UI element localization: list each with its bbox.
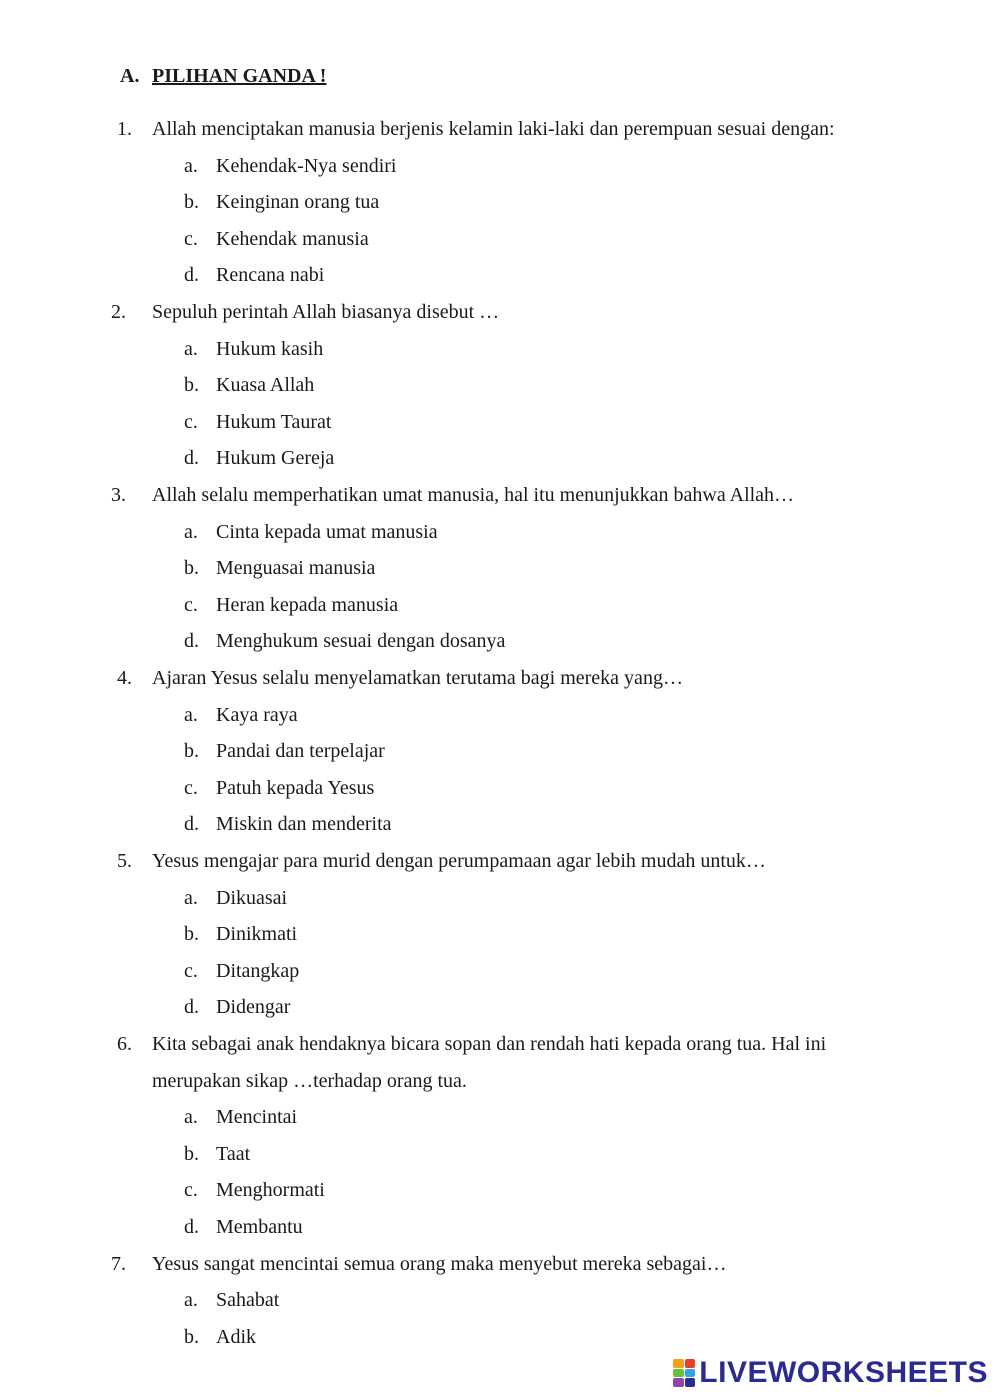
question-text: Kita sebagai anak hendaknya bicara sopan dan rendah hati kepada orang tua. Hal ini xyxy=(152,1033,827,1055)
question-number: 1. xyxy=(117,118,132,140)
option-text: Didengar xyxy=(216,996,291,1019)
section-heading xyxy=(120,64,326,88)
question-text: Allah menciptakan manusia berjenis kelamin laki-laki dan perempuan sesuai dengan: xyxy=(152,118,835,140)
option-letter: c. xyxy=(184,410,198,433)
question-number: 3. xyxy=(111,484,126,506)
option-text: Menghormati xyxy=(216,1179,325,1202)
option-letter: c. xyxy=(184,593,198,616)
option-letter: d. xyxy=(184,630,199,653)
section-title: PILIHAN GANDA ! xyxy=(152,65,327,87)
option-letter: a. xyxy=(184,703,198,726)
option-letter: a. xyxy=(184,886,198,909)
option-text: Miskin dan menderita xyxy=(216,813,392,836)
option-text: Dikuasai xyxy=(216,886,288,909)
option-text: Patuh kepada Yesus xyxy=(216,776,375,799)
option-text: Menghukum sesuai dengan dosanya xyxy=(216,630,506,653)
option-text: Kehendak manusia xyxy=(216,227,369,250)
option-letter: a. xyxy=(184,1106,198,1129)
option-text: Menguasai manusia xyxy=(216,557,376,580)
option-text: Kehendak-Nya sendiri xyxy=(216,154,397,177)
option-letter: b. xyxy=(184,191,199,214)
liveworksheets-logo-icon xyxy=(673,1359,695,1387)
option-text: Kuasa Allah xyxy=(216,374,315,397)
option-text: Heran kepada manusia xyxy=(216,593,399,616)
question-text: Allah selalu memperhatikan umat manusia, hal itu menunjukkan bahwa Allah… xyxy=(152,484,795,506)
option-letter: d. xyxy=(184,447,199,470)
option-letter: a. xyxy=(184,1289,198,1312)
option-letter: b. xyxy=(184,740,199,763)
question-text-line2: merupakan sikap …terhadap orang tua. xyxy=(152,1069,467,1092)
option-text: Ditangkap xyxy=(216,959,300,982)
option-text: Hukum Gereja xyxy=(216,447,335,470)
option-text: Sahabat xyxy=(216,1289,280,1312)
question-number: 6. xyxy=(117,1033,132,1055)
option-text: Membantu xyxy=(216,1216,303,1238)
option-letter: b. xyxy=(184,1325,199,1348)
logo-text: LIVEWORKSHEETS xyxy=(699,1356,988,1389)
option-text: Taat xyxy=(216,1142,251,1165)
option-text: Kaya raya xyxy=(216,703,298,726)
option-text: Hukum kasih xyxy=(216,337,324,360)
option-letter: c. xyxy=(184,959,198,982)
question-text: Yesus mengajar para murid dengan perumpamaan agar lebih mudah untuk… xyxy=(152,850,766,872)
option-letter: d. xyxy=(184,264,199,287)
option-text: Mencintai xyxy=(216,1106,298,1129)
option-letter: a. xyxy=(184,154,198,177)
option-text: Rencana nabi xyxy=(216,264,325,287)
question-text: Sepuluh perintah Allah biasanya disebut … xyxy=(152,301,500,323)
question-text: Yesus sangat mencintai semua orang maka menyebut mereka sebagai… xyxy=(152,1252,727,1275)
option-text: Pandai dan terpelajar xyxy=(216,740,385,763)
option-text: Cinta kepada umat manusia xyxy=(216,520,438,543)
option-letter: c. xyxy=(184,776,198,799)
option-letter: d. xyxy=(184,996,199,1019)
option-letter: c. xyxy=(184,227,198,250)
option-letter: c. xyxy=(184,1179,198,1202)
question-number: 5. xyxy=(117,850,132,872)
question-number: 2. xyxy=(111,301,126,323)
option-letter: b. xyxy=(184,1142,199,1165)
option-letter: d. xyxy=(184,1216,199,1238)
option-text: Keinginan orang tua xyxy=(216,191,380,214)
option-letter: b. xyxy=(184,374,199,397)
option-letter: b. xyxy=(184,923,199,946)
question-number: 4. xyxy=(117,667,132,689)
option-letter: d. xyxy=(184,813,199,836)
option-letter: b. xyxy=(184,557,199,580)
section-letter: A. xyxy=(120,65,140,87)
option-letter: a. xyxy=(184,520,198,543)
question-number: 7. xyxy=(111,1252,126,1275)
option-text: Dinikmati xyxy=(216,923,298,946)
liveworksheets-logo xyxy=(673,1356,988,1390)
option-text: Adik xyxy=(216,1325,256,1348)
option-text: Hukum Taurat xyxy=(216,410,332,433)
option-letter: a. xyxy=(184,337,198,360)
question-text: Ajaran Yesus selalu menyelamatkan terutama bagi mereka yang… xyxy=(152,667,683,689)
